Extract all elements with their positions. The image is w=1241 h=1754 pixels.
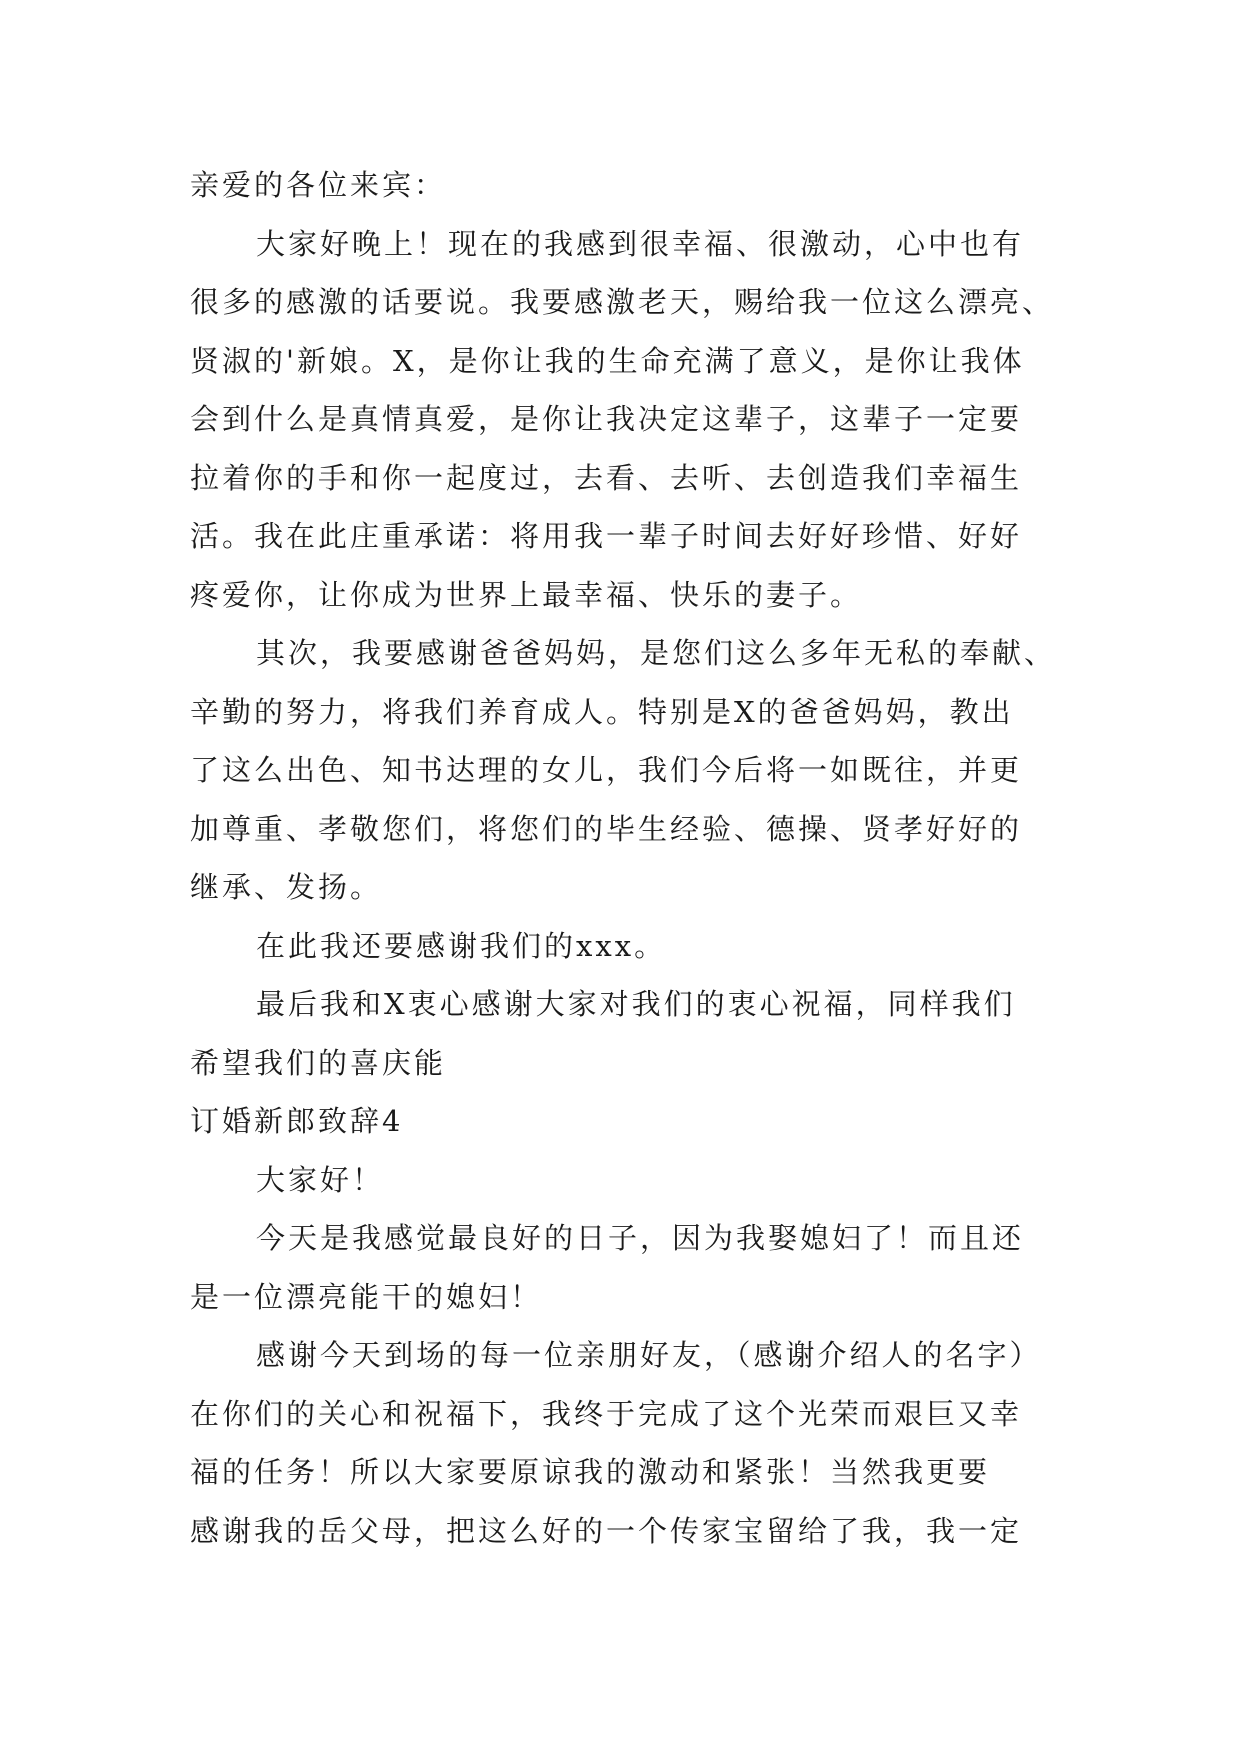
paragraph-line: 其次，我要感谢爸爸妈妈，是您们这么多年无私的奉献、	[256, 636, 1057, 670]
salutation-line: 亲爱的各位来宾：	[190, 168, 447, 202]
paragraph-line: 贤淑的'新娘。X，是你让我的生命充满了意义，是你让我体	[190, 343, 1025, 378]
paragraph-line: 是一位漂亮能干的媳妇！	[190, 1279, 543, 1314]
paragraph-line: 在此我还要感谢我们的xxx。	[256, 928, 667, 963]
paragraph-line: 辛勤的努力，将我们养育成人。特别是X的爸爸妈妈，教出	[190, 694, 1014, 729]
paragraph-line: 大家好！	[256, 1162, 385, 1197]
paragraph-line: 活。我在此庄重承诺：将用我一辈子时间去好好珍惜、好好	[190, 519, 1023, 553]
paragraph-line: 在你们的关心和祝福下，我终于完成了这个光荣而艰巨又幸	[190, 1396, 1023, 1431]
paragraph-line: 希望我们的喜庆能	[190, 1045, 447, 1080]
paragraph-line: 会到什么是真情真爱，是你让我决定这辈子，这辈子一定要	[190, 402, 1023, 436]
paragraph-line: 福的任务！所以大家要原谅我的激动和紧张！当然我更要	[190, 1455, 991, 1489]
paragraph-line: 很多的感激的话要说。我要感激老天，赐给我一位这么漂亮、	[190, 285, 1055, 319]
paragraph-line: 了这么出色、知书达理的女儿，我们今后将一如既往，并更	[190, 753, 1023, 787]
paragraph-line: 疼爱你，让你成为世界上最幸福、快乐的妻子。	[190, 577, 863, 612]
paragraph-line: 今天是我感觉最良好的日子，因为我娶媳妇了！而且还	[256, 1221, 1025, 1255]
paragraph-line: 继承、发扬。	[190, 870, 383, 904]
paragraph-line: 加尊重、孝敬您们，将您们的毕生经验、德操、贤孝好好的	[190, 811, 1023, 846]
section-heading: 订婚新郎致辞4	[190, 1104, 404, 1138]
paragraph-line: 感谢今天到场的每一位亲朋好友，（感谢介绍人的名字）	[256, 1338, 1042, 1372]
paragraph-line: 拉着你的手和你一起度过，去看、去听、去创造我们幸福生	[190, 460, 1023, 495]
paragraph-line: 感谢我的岳父母，把这么好的一个传家宝留给了我，我一定	[190, 1513, 1023, 1548]
paragraph-line: 最后我和X衷心感谢大家对我们的衷心祝福，同样我们	[256, 987, 1016, 1021]
paragraph-line: 大家好晚上！现在的我感到很幸福、很激动，心中也有	[256, 226, 1025, 261]
document-page	[190, 156, 1060, 1560]
